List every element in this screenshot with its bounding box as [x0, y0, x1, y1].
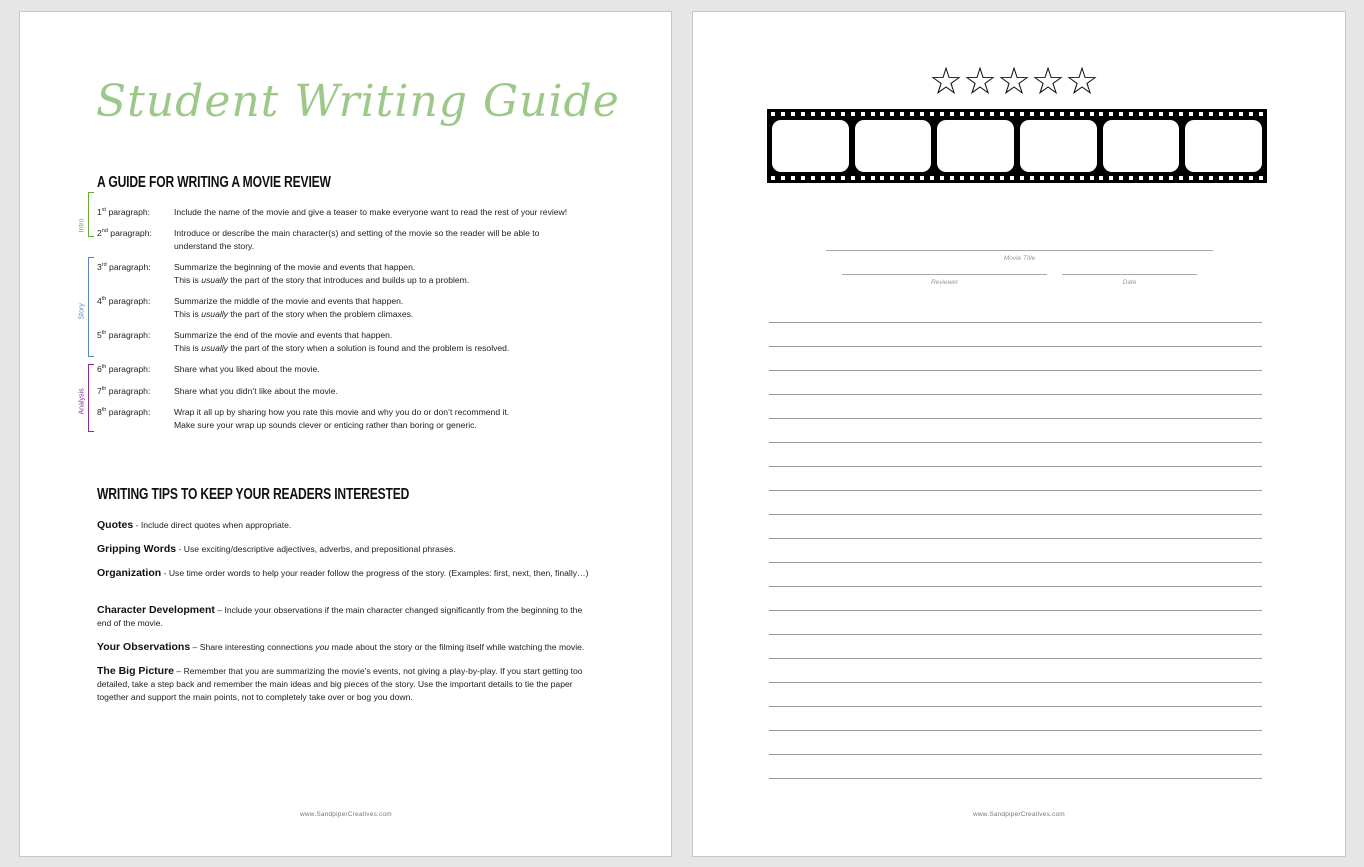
film-hole: [821, 112, 825, 116]
film-hole: [861, 176, 865, 180]
writing-line[interactable]: [769, 778, 1262, 779]
film-hole: [1020, 176, 1024, 180]
guide-heading: A GUIDE FOR WRITING A MOVIE REVIEW: [97, 174, 331, 191]
film-hole: [1239, 176, 1243, 180]
film-hole: [1169, 112, 1173, 116]
film-hole: [1020, 112, 1024, 116]
footer-url: www.SandpiperCreatives.com: [973, 811, 1065, 818]
footer-url: www.SandpiperCreatives.com: [300, 811, 392, 818]
film-hole: [1149, 112, 1153, 116]
star-icon[interactable]: ☆: [929, 61, 964, 103]
film-hole: [1000, 112, 1004, 116]
paragraph-text: Summarize the middle of the movie and events that happen. This is usually the part of the story when the problem climaxes.: [174, 296, 414, 319]
film-hole: [811, 112, 815, 116]
film-hole: [1239, 112, 1243, 116]
date-label: Date: [1122, 279, 1137, 286]
film-hole: [1119, 176, 1123, 180]
film-hole: [1030, 176, 1034, 180]
film-hole: [920, 176, 924, 180]
film-hole: [791, 176, 795, 180]
film-hole: [1070, 176, 1074, 180]
film-hole: [1099, 176, 1103, 180]
writing-line[interactable]: [769, 610, 1262, 611]
star-icon[interactable]: ☆: [1065, 61, 1100, 103]
film-hole: [771, 112, 775, 116]
film-hole: [1179, 112, 1183, 116]
film-hole: [841, 176, 845, 180]
film-hole: [1090, 176, 1094, 180]
film-hole: [1249, 176, 1253, 180]
film-hole: [920, 112, 924, 116]
film-hole: [1050, 112, 1054, 116]
film-strip-graphic: [767, 109, 1267, 183]
film-hole: [960, 112, 964, 116]
reviewer-field[interactable]: [842, 274, 1047, 275]
film-hole: [1189, 112, 1193, 116]
star-rating[interactable]: [929, 62, 1099, 102]
film-holes: [771, 112, 1263, 116]
film-hole: [771, 176, 775, 180]
paragraph-text: Summarize the beginning of the movie and events that happen. This is usually the part of the story that introduces and builds up to a problem.: [174, 262, 470, 285]
writing-line[interactable]: [769, 706, 1262, 707]
film-hole: [801, 112, 805, 116]
tip-item: Character Development – Include your observations if the main character changed significantly from the beginning to the end of the movie.: [97, 604, 583, 628]
paragraph-label: 8th paragraph:: [97, 407, 151, 417]
film-hole: [1209, 112, 1213, 116]
tips-heading: WRITING TIPS TO KEEP YOUR READERS INTERESTED: [97, 486, 410, 503]
film-hole: [781, 176, 785, 180]
film-hole: [1229, 112, 1233, 116]
paragraph-text: Include the name of the movie and give a teaser to make everyone want to read the rest of your review!: [174, 207, 568, 217]
writing-line[interactable]: [769, 754, 1262, 755]
film-hole: [831, 176, 835, 180]
film-hole: [880, 176, 884, 180]
film-hole: [1000, 176, 1004, 180]
analysis-bracket: [88, 364, 94, 432]
film-hole: [1199, 176, 1203, 180]
film-hole: [781, 112, 785, 116]
writing-line[interactable]: [769, 490, 1262, 491]
intro-label: Intro: [78, 218, 86, 233]
film-hole: [1259, 112, 1263, 116]
writing-line[interactable]: [769, 514, 1262, 515]
film-hole: [930, 176, 934, 180]
movie-title-label: Movie Title: [1003, 255, 1036, 262]
review-worksheet-page: [692, 11, 1346, 857]
film-frame: [1103, 120, 1180, 172]
film-hole: [851, 176, 855, 180]
film-hole: [1139, 176, 1143, 180]
film-hole: [871, 112, 875, 116]
film-hole: [990, 112, 994, 116]
film-hole: [1080, 112, 1084, 116]
film-hole: [950, 176, 954, 180]
film-hole: [1119, 112, 1123, 116]
film-hole: [801, 176, 805, 180]
film-hole: [880, 112, 884, 116]
film-hole: [1040, 112, 1044, 116]
film-hole: [930, 112, 934, 116]
film-hole: [1209, 176, 1213, 180]
film-frame: [1020, 120, 1097, 172]
film-hole: [970, 176, 974, 180]
film-hole: [1060, 176, 1064, 180]
film-holes: [771, 176, 1263, 180]
film-hole: [890, 112, 894, 116]
film-hole: [861, 112, 865, 116]
tip-item: The Big Picture – Remember that you are summarizing the movie’s events, not giving a play-by-play. If you start getting too detailed, take a step back and remember the main ideas and big pieces of the story. Use the important details to tie the paper together and support the main points, not to completely take over or bog you down.: [97, 665, 583, 702]
film-hole: [851, 112, 855, 116]
film-hole: [1099, 112, 1103, 116]
film-hole: [1109, 112, 1113, 116]
film-frame: [1185, 120, 1262, 172]
star-icon[interactable]: ☆: [963, 61, 998, 103]
reviewer-label: Reviewer: [930, 279, 959, 286]
guide-page: [19, 11, 672, 857]
film-hole: [1109, 176, 1113, 180]
film-hole: [900, 112, 904, 116]
film-hole: [1129, 112, 1133, 116]
writing-line[interactable]: [769, 466, 1262, 467]
paragraph-label: 3rd paragraph:: [97, 262, 151, 272]
intro-bracket: [88, 192, 94, 237]
film-frame: [855, 120, 932, 172]
writing-line[interactable]: [769, 418, 1262, 419]
film-hole: [1219, 112, 1223, 116]
writing-line[interactable]: [769, 346, 1262, 347]
star-icon[interactable]: ☆: [997, 61, 1032, 103]
film-hole: [1169, 176, 1173, 180]
film-hole: [960, 176, 964, 180]
paragraph-label: 5th paragraph:: [97, 330, 151, 340]
writing-line[interactable]: [769, 394, 1262, 395]
film-hole: [791, 112, 795, 116]
film-hole: [1060, 112, 1064, 116]
tip-item: Organization - Use time order words to help your reader follow the progress of the story. (Examples: first, next, then, finally…): [97, 567, 589, 579]
writing-line[interactable]: [769, 586, 1262, 587]
paragraph-text: Wrap it all up by sharing how you rate this movie and why you do or don’t recommend it. Make sure your wrap up sounds clever or enticing rather than boring or generic.: [174, 407, 510, 430]
film-frame: [772, 120, 849, 172]
writing-line[interactable]: [769, 322, 1262, 323]
film-hole: [831, 112, 835, 116]
film-hole: [1129, 176, 1133, 180]
writing-line[interactable]: [769, 634, 1262, 635]
page-title: Student Writing Guide: [96, 76, 620, 127]
film-hole: [1259, 176, 1263, 180]
film-hole: [910, 112, 914, 116]
film-hole: [980, 176, 984, 180]
film-hole: [1229, 176, 1233, 180]
tip-item: Quotes - Include direct quotes when appropriate.: [97, 519, 292, 531]
film-hole: [1139, 112, 1143, 116]
film-hole: [1179, 176, 1183, 180]
writing-line[interactable]: [769, 658, 1262, 659]
paragraph-label: 6th paragraph:: [97, 364, 151, 374]
film-hole: [1159, 176, 1163, 180]
film-hole: [980, 112, 984, 116]
film-hole: [1030, 112, 1034, 116]
film-hole: [1040, 176, 1044, 180]
movie-title-field[interactable]: [826, 250, 1213, 251]
writing-line[interactable]: [769, 562, 1262, 563]
paragraph-label: 1st paragraph:: [97, 207, 151, 217]
film-hole: [1189, 176, 1193, 180]
film-hole: [990, 176, 994, 180]
writing-line[interactable]: [769, 442, 1262, 443]
film-hole: [1159, 112, 1163, 116]
film-hole: [1090, 112, 1094, 116]
writing-line[interactable]: [769, 682, 1262, 683]
film-hole: [1249, 112, 1253, 116]
film-hole: [890, 176, 894, 180]
tip-item: Gripping Words - Use exciting/descriptive adjectives, adverbs, and prepositional phrases.: [97, 543, 456, 555]
date-field[interactable]: [1062, 274, 1197, 275]
paragraph-label: 2nd paragraph:: [97, 228, 152, 238]
film-hole: [950, 112, 954, 116]
story-bracket: [88, 257, 94, 357]
paragraph-text: Introduce or describe the main character(s) and setting of the movie so the reader will be able to understand the story.: [174, 228, 540, 251]
film-hole: [900, 176, 904, 180]
film-hole: [821, 176, 825, 180]
paragraph-text: Share what you didn’t like about the movie.: [174, 386, 338, 396]
writing-line[interactable]: [769, 730, 1262, 731]
film-hole: [1149, 176, 1153, 180]
film-hole: [1080, 176, 1084, 180]
paragraph-label: 4th paragraph:: [97, 296, 151, 306]
paragraph-text: Share what you liked about the movie.: [174, 364, 320, 374]
film-hole: [1070, 112, 1074, 116]
film-hole: [970, 112, 974, 116]
film-hole: [940, 112, 944, 116]
paragraph-text: Summarize the end of the movie and events that happen. This is usually the part of the story when a solution is found and the problem is resolved.: [174, 330, 510, 353]
writing-line[interactable]: [769, 538, 1262, 539]
writing-line[interactable]: [769, 370, 1262, 371]
film-hole: [841, 112, 845, 116]
story-label: Story: [78, 303, 86, 320]
analysis-label: Analysis: [78, 388, 86, 415]
film-frame: [937, 120, 1014, 172]
film-hole: [811, 176, 815, 180]
star-icon[interactable]: ☆: [1031, 61, 1066, 103]
film-hole: [1010, 112, 1014, 116]
film-hole: [1050, 176, 1054, 180]
film-hole: [1219, 176, 1223, 180]
film-hole: [1010, 176, 1014, 180]
film-hole: [1199, 112, 1203, 116]
film-hole: [871, 176, 875, 180]
film-hole: [910, 176, 914, 180]
film-frames: [772, 120, 1262, 172]
film-hole: [940, 176, 944, 180]
paragraph-label: 7th paragraph:: [97, 386, 151, 396]
tip-item: Your Observations – Share interesting connections you made about the story or the filming itself while watching the movie.: [97, 641, 585, 653]
